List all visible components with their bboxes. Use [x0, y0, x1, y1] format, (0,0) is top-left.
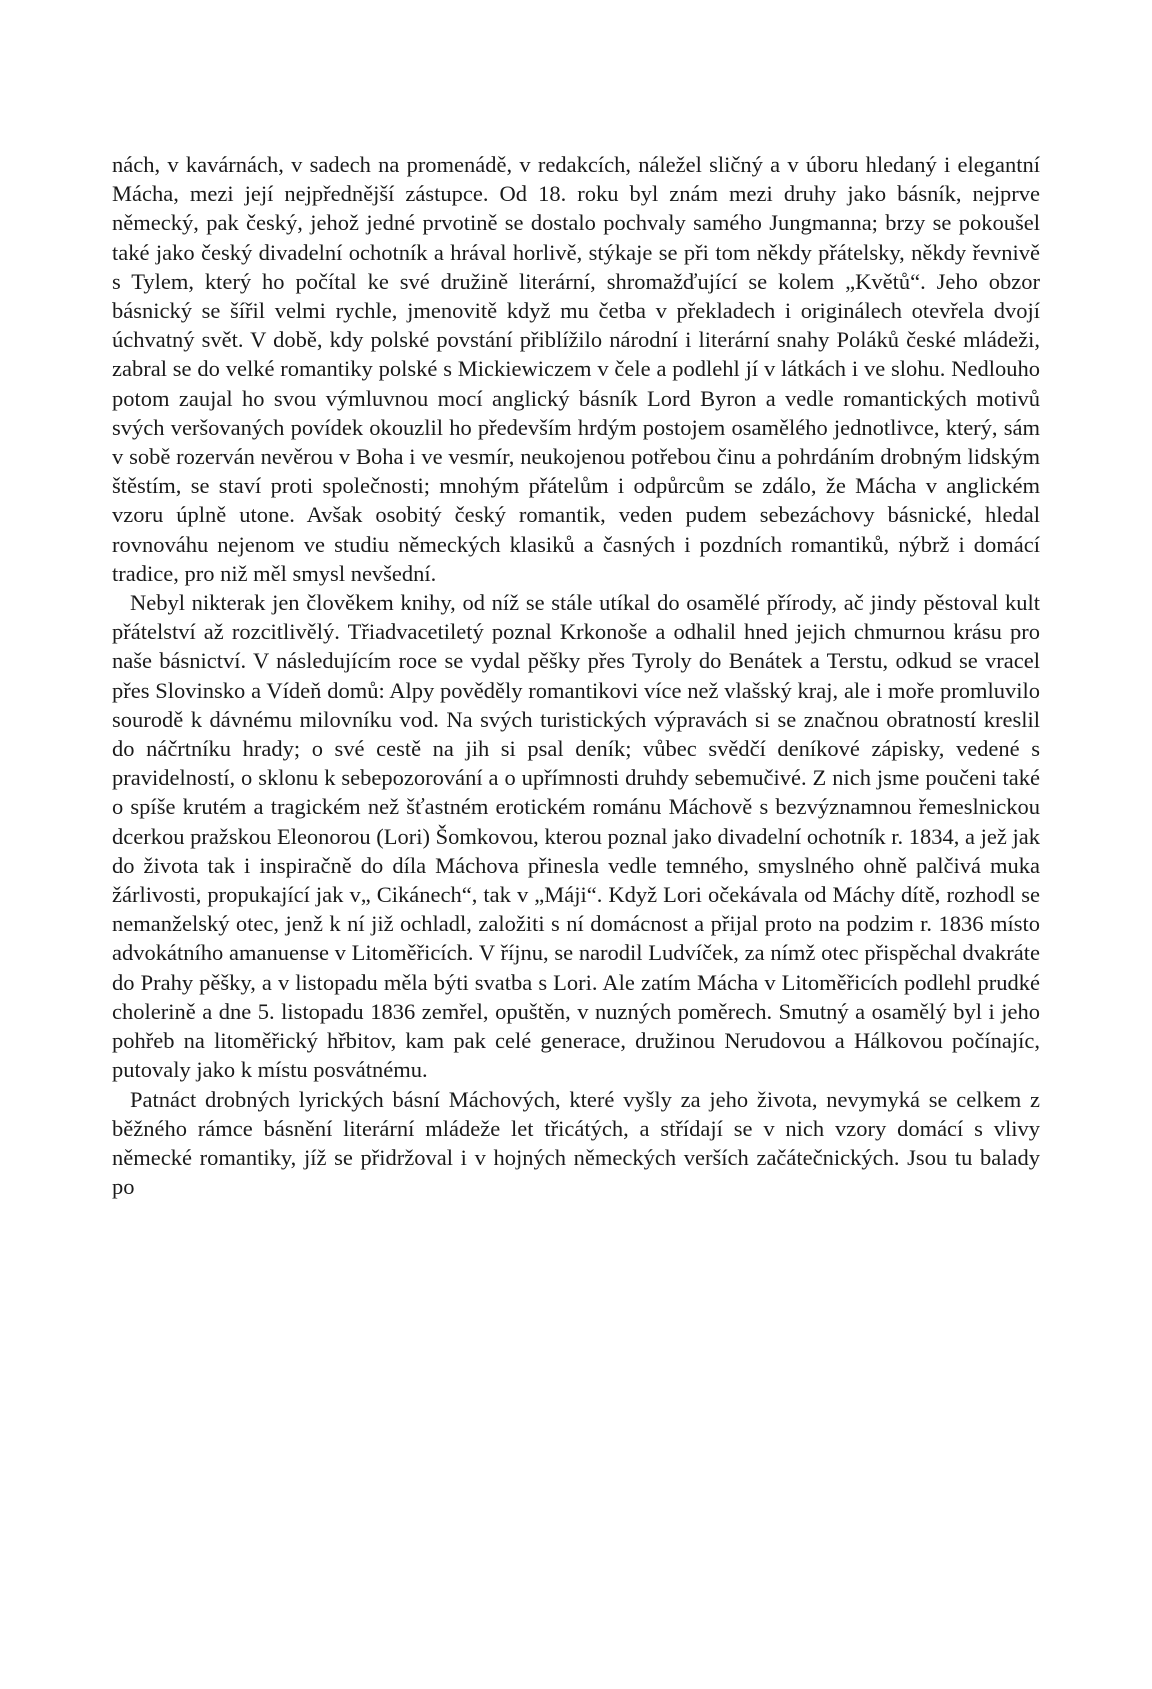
body-text: [112, 150, 1040, 1201]
paragraph-3: Patnáct drobných lyrických básní Máchových, které vyšly za jeho života, nevymyká se celkem z běžného rámce básnění literární mládeže let třicátých, a střídají se v nich vzory domácí s vlivy německé romantiky, jíž se přidržoval i v hojných německých verších začátečnických. Jsou tu balady po: [112, 1086, 1040, 1200]
paragraph-2: Nebyl nikterak jen člověkem knihy, od níž se stále utíkal do osamělé přírody, ač jindy pěstoval kult přátelství až rozcitlivělý. Třiadvacetiletý poznal Krkonoše a odhalil hned jejich chmurnou krásu pro naše básnictví. V následujícím roce se vydal pěšky přes Tyroly do Benátek a Terstu, odkud se vracel přes Slovinsko a Vídeň domů: Alpy pověděly romantikovi více než vlašský kraj, ale i moře promluvilo sourodě k dávnému milovníku vod. Na svých turistických výpravách si se značnou obratností kreslil do náčrtníku hrady; o své cestě na jih si psal deník; vůbec svědčí deníkové zápisky, vedené s pravidelností, o sklonu k sebepozorování a o upřímnosti druhdy sebemučivé. Z nich jsme poučeni také o spíše krutém a tragickém než šťastném erotickém románu Máchově s bezvýznamnou řemeslnickou dcerkou pražskou Eleonorou (Lori) Šomkovou, kterou poznal jako divadelní ochotník r. 1834, a jež jak do života tak i inspiračně do díla Máchova přinesla vedle temného, smyslného ohně palčivá muka žárlivosti, propukající jak v„ Cikánech“, tak v „Máji“. Když Lori očekávala od Máchy dítě, rozhodl se nemanželský otec, jenž k ní již ochladl, založiti s ní domácnost a přijal proto na podzim r. 1836 místo advokátního amanuense v Litoměřicích. V říjnu, se narodil Ludvíček, za nímž otec přispěchal dvakráte do Prahy pěšky, a v listopadu měla býti svatba s Lori. Ale zatím Mácha v Litoměřicích podlehl prudké cholerině a dne 5. listopadu 1836 zemřel, opuštěn, v nuzných poměrech. Smutný a osamělý byl i jeho pohřeb na litoměřický hřbitov, kam pak celé generace, družinou Nerudovou a Hálkovou počínajíc, putovaly jako k místu posvátnému.: [112, 590, 1040, 1083]
paragraph-1: nách, v kavárnách, v sadech na promenádě, v redakcích, náležel sličný a v úboru hledaný i elegantní Mácha, mezi její nejpřednější zástupce. Od 18. roku byl znám mezi druhy jako básník, nejprve německý, pak český, jehož jedné prvotině se dostalo pochvaly samého Jungmanna; brzy se pokoušel také jako český divadelní ochotník a hrával horlivě, stýkaje se při tom někdy přátelsky, někdy řevnivě s Tylem, který ho počítal ke své družině literární, shromažďující se kolem „Květů“. Jeho obzor básnický se šířil velmi rychle, jmenovitě když mu četba v překladech i originálech otevřela dvojí úchvatný svět. V době, kdy polské povstání přiblížilo národní i literární snahy Poláků české mládeži, zabral se do velké romantiky polské s Mickiewiczem v čele a podlehl jí v látkách i ve slohu. Nedlouho potom zaujal ho svou výmluvnou mocí anglický básník Lord Byron a vedle romantických motivů svých veršovaných povídek okouzlil ho především hrdým postojem osamělého jednotlivce, který, sám v sobě rozerván nevěrou v Boha i ve vesmír, neukojenou potřebou činu a pohrdáním drobným lidským štěstím, se staví proti společnosti; mnohým přátelům i odpůrcům se zdálo, že Mácha v anglickém vzoru úplně utone. Avšak osobitý český romantik, veden pudem sebezáchovy básnické, hledal rovnováhu nejenom ve studiu německých klasiků a časných i pozdních romantiků, nýbrž i domácí tradice, pro niž měl smysl nevšední.: [112, 152, 1040, 586]
